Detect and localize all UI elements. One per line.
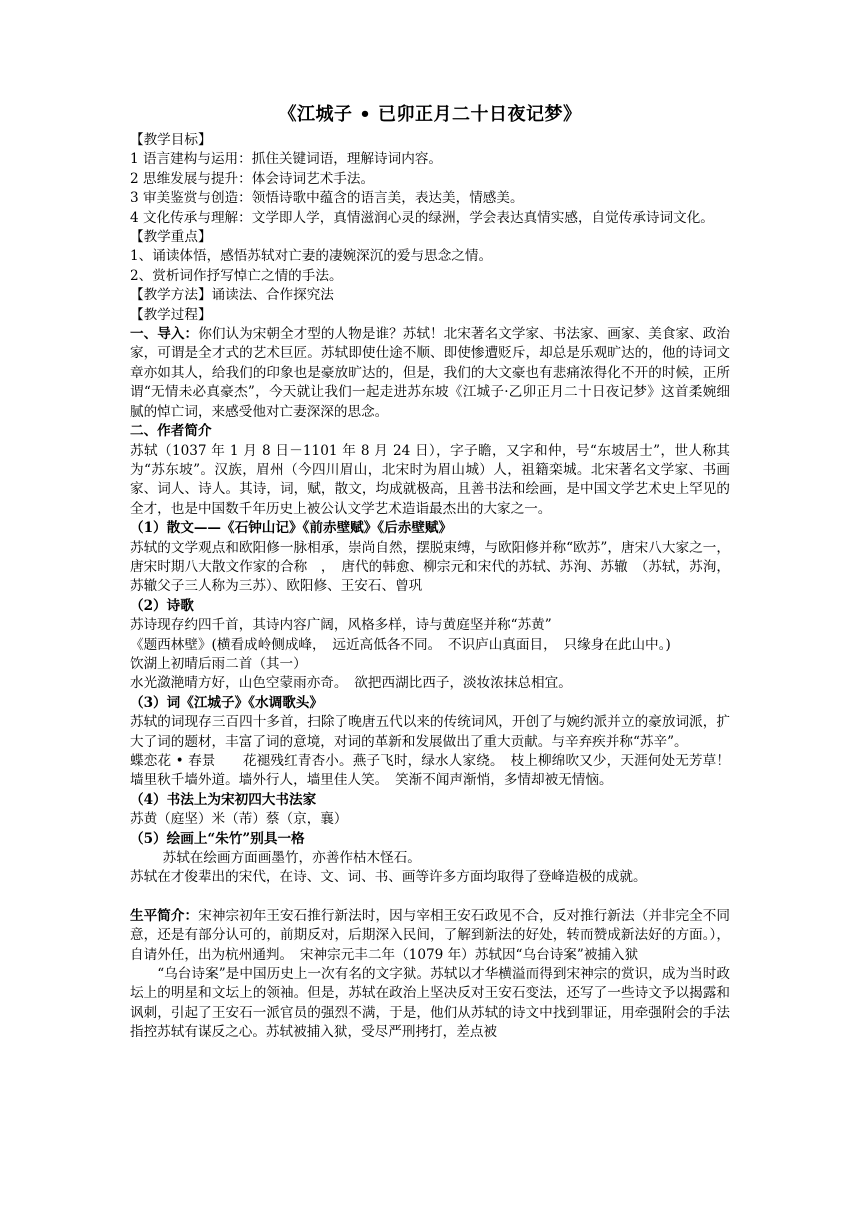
painting-summary: 苏轼在才俊辈出的宋代，在诗、文、词、书、画等许多方面均取得了登峰造极的成就。 — [130, 869, 647, 886]
ci-heading: （3）词《江城子》《水调歌头》 — [130, 694, 323, 711]
painting-text: 苏轼在绘画方面画墨竹，亦善作枯木怪石。 — [162, 850, 421, 867]
methods-line: 【教学方法】诵读法、合作探究法 — [130, 287, 334, 304]
poetry-line: 饮湖上初晴后雨二首（其一） — [130, 655, 307, 672]
author-heading: 二、作者简介 — [130, 423, 212, 440]
spacer — [130, 888, 730, 907]
key-point-item: 1、诵读体悟，感悟苏轼对亡妻的凄婉深沉的爱与思念之情。 — [130, 248, 493, 265]
author-bio: 苏轼（1037 年 1 月 8 日－1101 年 8 月 24 日），字子瞻，又字和仲，号“东坡居士”，世人称其为“苏东坡”。汉族，眉州（今四川眉山，北宋时为眉山城）人，祖籍栾城。北宋著名文学家、书画家、词人、诗人。其诗，词，赋，散文，均成就极高，且善书法和绘画，是中国文学艺术史上罕见的全才，也是中国数千年历史上被公认文学艺术造诣最杰出的大家之一。 — [130, 442, 730, 517]
wutai-paragraph: “乌台诗案”是中国历史上一次有名的文字狱。苏轼以才华横溢而得到宋神宗的赏识，成为当时政坛上的明星和文坛上的领袖。但是，苏轼在政治上坚决反对王安石变法，还写了一些诗文予以揭露和讽刺，引起了王安石一派官员的强烈不满，于是，他们从苏轼的诗文中找到罪证，用牵强附会的手法指控苏轼有谋反之心。苏轼被捕入狱，受尽严刑拷打，差点被 — [130, 966, 730, 1041]
process-heading: 【教学过程】 — [130, 306, 212, 323]
goal-item: 4 文化传承与理解：文学即人学，真情滋润心灵的绿洲，学会表达真情实感，自觉传承诗词文化。 — [130, 209, 714, 226]
life-label: 生平简介： — [130, 907, 199, 924]
goal-item: 3 审美鉴赏与创造：领悟诗歌中蕴含的语言美，表达美，情感美。 — [130, 190, 524, 207]
goals-heading: 【教学目标】 — [130, 132, 212, 148]
poetry-line: 水光潋滟晴方好，山色空蒙雨亦奇。 欲把西湖比西子，淡妆浓抹总相宜。 — [130, 675, 572, 692]
painting-heading: （5）绘画上“朱竹”别具一格 — [130, 830, 305, 847]
ci-text: 苏轼的词现存三百四十多首，扫除了晚唐五代以来的传统词风，开创了与婉约派并立的豪放词派，扩大了词的题材，丰富了词的意境，对词的革新和发展做出了重大贡献。与辛弃疾并称“苏辛”。 — [130, 714, 730, 750]
prose-text: 苏轼的文学观点和欧阳修一脉相承，崇尚自然，摆脱束缚，与欧阳修并称“欧苏”，唐宋八大家之一，唐宋时期八大散文作家的合称 ， 唐代的韩愈、柳宗元和宋代的苏轼、苏洵、苏辙 （苏轼，苏洵，苏辙父子三人称为三苏）、欧阳修、王安石、曾巩 — [130, 539, 730, 595]
calligraphy-text: 苏黄（庭坚）米（芾）蔡（京，襄） — [130, 811, 348, 828]
goal-item: 2 思维发展与提升：体会诗词艺术手法。 — [130, 170, 375, 187]
poetry-line: 苏诗现存约四千首，其诗内容广阔，风格多样，诗与黄庭坚并称“苏黄” — [130, 617, 552, 634]
life-text: 宋神宗初年王安石推行新法时，因与宰相王安石政见不合，反对推行新法（并非完全不同意，还是有部分认可的，前期反对，后期深入民间，了解到新法的好处，转而赞成新法好的方面。），自请外任，出为杭州通判。 宋神宗元丰二年（1079 年）苏轼因“乌台诗案”被捕入狱 — [130, 907, 730, 963]
life-paragraph — [130, 907, 730, 965]
document-body — [130, 102, 744, 1043]
page-title: 《江城子 • 已卯正月二十日夜记梦》 — [278, 104, 582, 125]
goal-item: 1 语言建构与运用：抓住关键词语，理解诗词内容。 — [130, 151, 443, 168]
key-points-heading: 【教学重点】 — [130, 229, 212, 246]
intro-label: 一、导入： — [130, 326, 199, 343]
intro-text: 你们认为宋朝全才型的人物是谁？苏轼！北宋著名文学家、书法家、画家、美食家、政治家，可谓是全才式的艺术巨匠。苏轼即使仕途不顺、即使惨遭贬斥，却总是乐观旷达的，他的诗词文章亦如其人，给我们的印象也是豪放旷达的，但是，我们的大文豪也有悲痛浓得化不开的时候，正所谓“无情未必真豪杰”，今天就让我们一起走进苏东坡《江城子·乙卯正月二十日夜记梦》这首柔婉细腻的悼亡词，来感受他对亡妻深深的思念。 — [130, 326, 730, 420]
key-point-item: 2、赏析词作抒写悼亡之情的手法。 — [130, 267, 343, 284]
calligraphy-heading: （4）书法上为宋初四大书法家 — [130, 791, 317, 808]
prose-heading: （1）散文——《石钟山记》《前赤壁赋》《后赤壁赋》 — [130, 520, 453, 537]
intro-paragraph — [130, 325, 730, 422]
poetry-line: 《题西林壁》(横看成岭侧成峰， 远近高低各不同。 不识庐山真面目， 只缘身在此山中。) — [130, 636, 671, 653]
ci-poem: 蝶恋花 • 春景 花褪残红青杏小。燕子飞时，绿水人家绕。 枝上柳绵吹又少，天涯何处无芳草！ 墙里秋千墙外道。墙外行人，墙里佳人笑。 笑渐不闻声渐悄，多情却被无情恼。 — [130, 753, 744, 789]
poetry-heading: （2）诗歌 — [130, 597, 194, 614]
